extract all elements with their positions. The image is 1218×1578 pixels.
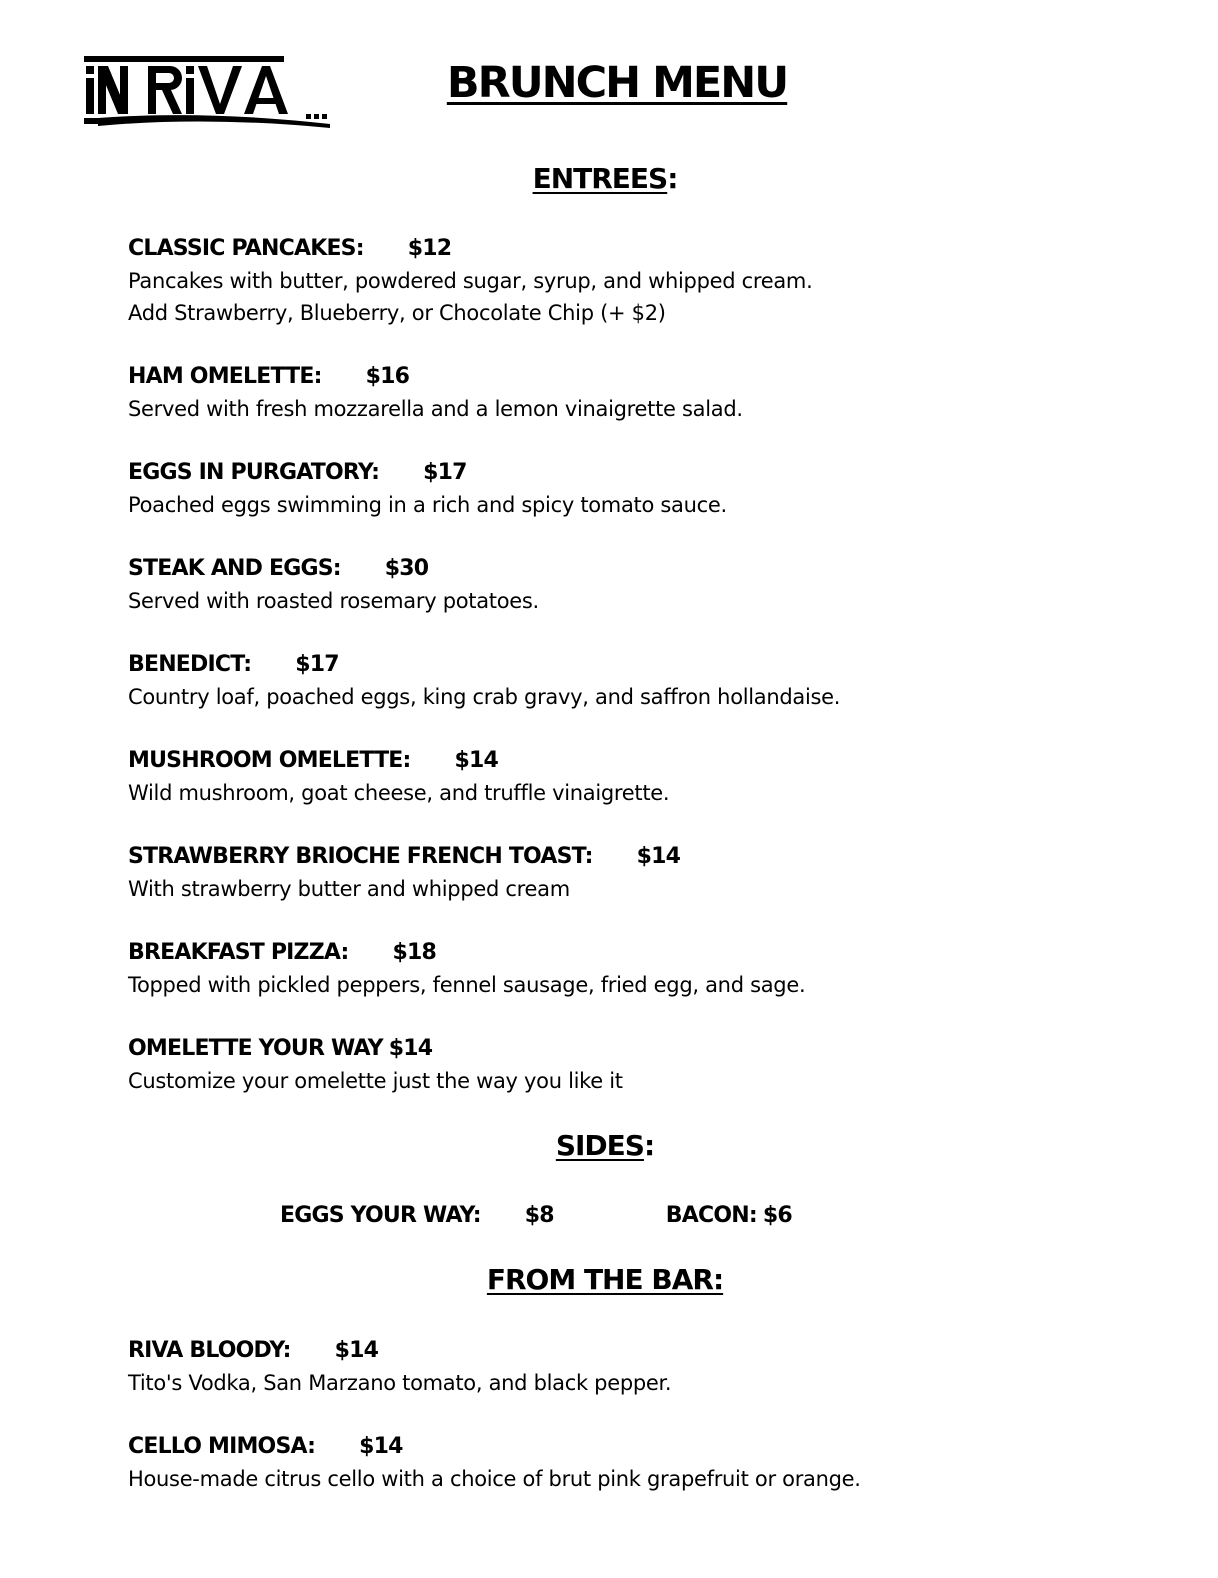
item-price: $30 xyxy=(384,556,429,581)
item-name: CELLO MIMOSA: xyxy=(128,1434,316,1459)
menu-item xyxy=(128,233,1128,329)
item-price: $12 xyxy=(407,236,452,261)
item-description: House-made citrus cello with a choice of brut pink grapefruit or orange. xyxy=(128,1467,861,1491)
side-name: EGGS YOUR WAY: xyxy=(280,1203,481,1228)
item-name: STRAWBERRY BRIOCHE FRENCH TOAST: xyxy=(128,844,593,869)
item-price: $14 xyxy=(388,1036,433,1061)
menu-item xyxy=(128,457,1128,521)
page-title: BRUNCH MENU xyxy=(446,58,788,108)
item-description: Poached eggs swimming in a rich and spicy tomato sauce. xyxy=(128,493,727,517)
menu-item xyxy=(128,745,1128,809)
sides-heading: SIDES: xyxy=(555,1129,655,1162)
item-name: RIVA BLOODY: xyxy=(128,1338,291,1363)
bar-heading: FROM THE BAR: xyxy=(486,1263,724,1296)
menu-item xyxy=(128,1335,1128,1399)
item-price: $14 xyxy=(454,748,499,773)
item-price: $18 xyxy=(392,940,437,965)
menu-item xyxy=(128,937,1128,1001)
item-description: Served with fresh mozzarella and a lemon vinaigrette salad. xyxy=(128,397,743,421)
item-description: Topped with pickled peppers, fennel sausage, fried egg, and sage. xyxy=(128,973,806,997)
side-price: $6 xyxy=(762,1203,792,1228)
item-price: $14 xyxy=(334,1338,379,1363)
item-description: Country loaf, poached eggs, king crab gravy, and saffron hollandaise. xyxy=(128,685,841,709)
item-name: EGGS IN PURGATORY: xyxy=(128,460,380,485)
item-description: Pancakes with butter, powdered sugar, syrup, and whipped cream. xyxy=(128,269,813,293)
sides-row xyxy=(280,1200,792,1232)
item-description: Served with roasted rosemary potatoes. xyxy=(128,589,539,613)
item-price: $16 xyxy=(365,364,410,389)
menu-item xyxy=(128,841,1128,905)
item-description: Wild mushroom, goat cheese, and truffle vinaigrette. xyxy=(128,781,670,805)
menu-item xyxy=(128,1033,1128,1097)
item-name: CLASSIC PANCAKES: xyxy=(128,236,364,261)
item-name: BENEDICT: xyxy=(128,652,252,677)
menu-item xyxy=(128,649,1128,713)
item-price: $14 xyxy=(636,844,681,869)
entrees-heading: ENTREES: xyxy=(532,162,678,195)
item-description: With strawberry butter and whipped cream xyxy=(128,877,570,901)
item-description: Tito's Vodka, San Marzano tomato, and black pepper. xyxy=(128,1371,672,1395)
side-name: BACON: xyxy=(665,1203,757,1228)
item-name: STEAK AND EGGS: xyxy=(128,556,341,581)
menu-item xyxy=(128,361,1128,425)
menu-item xyxy=(128,553,1128,617)
menu-item xyxy=(128,1431,1128,1495)
item-price: $17 xyxy=(295,652,339,677)
item-price: $14 xyxy=(359,1434,403,1459)
side-price: $8 xyxy=(524,1203,554,1228)
item-price: $17 xyxy=(423,460,467,485)
item-name: OMELETTE YOUR WAY xyxy=(128,1036,383,1061)
item-name: BREAKFAST PIZZA: xyxy=(128,940,349,965)
item-name: HAM OMELETTE: xyxy=(128,364,322,389)
item-description: Customize your omelette just the way you like it xyxy=(128,1069,623,1093)
item-description: Add Strawberry, Blueberry, or Chocolate Chip (+ $2) xyxy=(128,301,666,325)
item-name: MUSHROOM OMELETTE: xyxy=(128,748,411,773)
